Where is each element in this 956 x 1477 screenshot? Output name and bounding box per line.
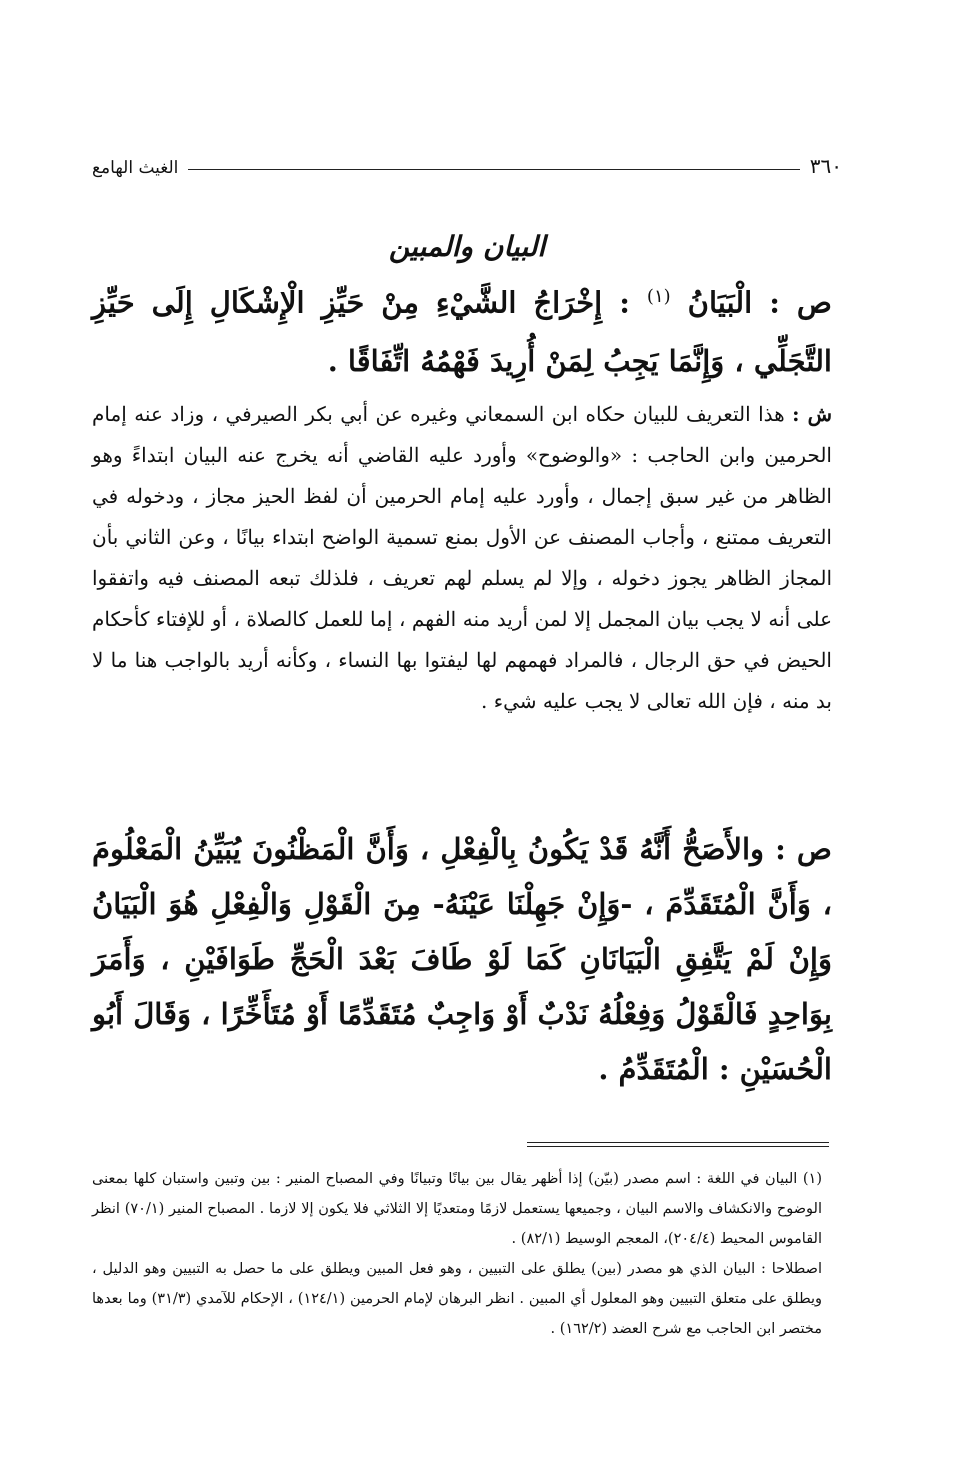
running-header [92,148,842,178]
footnote: (١) البيان في اللغة : اسم مصدر (بيّن) إذا أظهر يقال بين بيانًا وتبيانًا وفي المصباح المنير : بين وتبين واستبان كلها بمعنى الوضوح والانكشاف والاسم البيان ، وجميعها يستعمل لازمًا ومتعديًا إلا الثلاثي فلا يكون إلا لازما . المصباح المنير (٧٠/١) انظر القاموس المحيط (٢٠٤/٤)، المعجم الوسيط (٨٢/١) . [92,1171,822,1247]
matn-marker: ص : [769,285,832,320]
page-number: ٣٦٠ [809,154,842,178]
footnotes [92,1164,822,1344]
matn-paragraph [92,268,832,390]
matn-text: : إِخْرَاجُ الشَّيْءِ مِنْ حَيِّزِ الْإِشْكَالِ إِلَى حَيِّزِ التَّجَلِّي ، وَإِنَّمَا يَجِبُ لِمَنْ أُرِيدَ فَهْمُهُ اتِّفَاقًا . [92,285,832,378]
footnote-separator [527,1142,829,1143]
matn-text: والأَصَحُّ أَنَّهُ قَدْ يَكُونُ بِالْفِعْلِ ، وَأَنَّ الْمَظْنُونَ يُبَيِّنُ الْمَعْلُومَ ، وَأَنَّ الْمُتَقَدِّمَ ، -وَإِنْ جَهِلْنَا عَيْنَهُ- مِنَ الْقَوْلِ وَالْفِعْلِ هُوَ الْبَيَانُ وَإِنْ لَمْ يَتَّفِقِ الْبَيَانَانِ كَمَا لَوْ طَافَ بَعْدَ الْحَجِّ طَوَافَيْنِ ، وَأَمَرَ بِوَاحِدٍ فَالْقَوْلُ وَفِعْلُهُ نَدْبٌ أَوْ وَاجِبٌ مُتَقَدِّمًا أَوْ مُتَأَخِّرًا ، وَقَالَ أَبُو الْحُسَيْنِ : الْمُتَقَدِّمُ . [92,832,832,1086]
sharh-text: هذا التعريف للبيان حكاه ابن السمعاني وغيره عن أبي بكر الصيرفي ، وزاد عنه إمام الحرمين وابن الحاجب : «والوضوح» وأورد عليه القاضي أنه يخرج عنه البيان ابتداءً وهو الظاهر من غير سبق إجمال ، وأورد عليه إمام الحرمين أن لفظ الحيز مجاز ، ودخوله في التعريف ممتنع ، وأجاب المصنف عن الأول بمنع تسمية الواضح ابتداء بيانًا ، وعن الثاني بأن المجاز الظاهر يجوز دخوله ، وإلا لم يسلم لهم تعريف ، فلذلك تبعه المصنف فيه واتفقوا على أنه لا يجب بيان المجمل إلا لمن أريد منه الفهم ، إما للعمل كالصلاة ، أو للإفتاء كأحكام الحيض في حق الرجال ، فالمراد فهمهم لها ليفتوا بها النساء ، وكأنه أريد بالواجب هنا ما لا بد منه ، فإن الله تعالى لا يجب عليه شيء . [92,402,832,713]
matn-marker: ص : [775,832,832,866]
footnote: اصطلاحا : البيان الذي هو مصدر (بين) يطلق على التبيين ، وهو فعل المبين ويطلق على ما حصل به التبيين وهو الدليل ، ويطلق على متعلق التبيين وهو المعلول أي المبين . انظر البرهان لإمام الحرمين (١٢٤/١) ، الإحكام للآمدي (٣١/٣) وما بعدها مختصر ابن الحاجب مع شرح العضد (١٦٢/٢) . [92,1261,822,1337]
footnote-reference: (١) [646,286,671,307]
section-title: البيان والمبين [388,230,546,263]
book-title: الغيث الهامع [92,158,179,178]
header-rule [188,169,799,170]
sharh-paragraph [92,394,832,722]
sharh-marker: ش : [792,402,832,426]
matn-text: الْبَيَانُ [687,285,753,320]
matn-paragraph [92,822,832,1097]
